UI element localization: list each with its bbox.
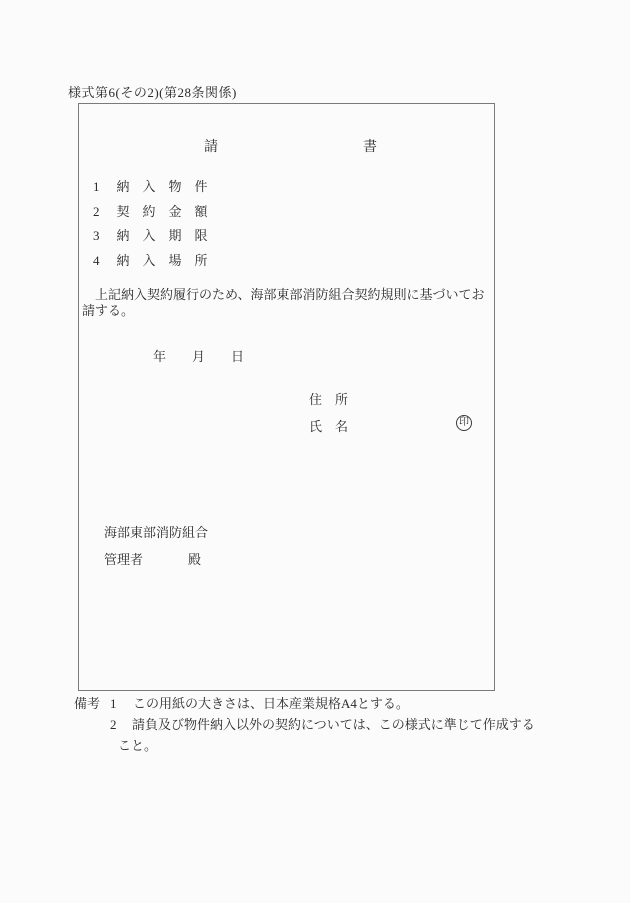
body-statement: 上記納入契約履行のため、海部東部消防組合契約規則に基づいてお請する。 (82, 287, 485, 318)
addressee-title: 管理者 (104, 552, 144, 567)
item-number: 4 (93, 253, 100, 268)
name-label: 氏 名 (309, 419, 349, 434)
item-row-delivery-place (93, 254, 208, 268)
item-label: 契 約 金 額 (116, 204, 208, 219)
date-line: 年 月 日 (153, 349, 245, 364)
item-label: 納 入 物 件 (116, 179, 208, 194)
form-number-label: 様式第6(その2)(第28条関係) (68, 85, 237, 100)
form-frame (78, 103, 495, 691)
item-number: 3 (93, 228, 100, 243)
remark-1-text: この用紙の大きさは、日本産業規格A4とする。 (133, 696, 409, 711)
item-row-delivery-deadline (93, 229, 208, 243)
remark-1-number: 1 (110, 696, 117, 711)
seal-mark-icon (456, 415, 472, 431)
remarks-label: 備考 (74, 696, 101, 711)
organization-name: 海部東部消防組合 (104, 525, 209, 540)
document-title-right: 書 (363, 140, 377, 155)
addressee-row (104, 549, 201, 568)
item-row-delivery-goods (93, 180, 208, 194)
address-label: 住 所 (309, 392, 349, 407)
remark-2-number: 2 (110, 717, 117, 732)
seal-character: 印 (459, 417, 469, 428)
document-title-left: 請 (204, 140, 218, 155)
item-label: 納 入 場 所 (116, 253, 208, 268)
remarks-section (0, 694, 630, 769)
item-number: 1 (93, 179, 100, 194)
addressee-honorific: 殿 (188, 552, 202, 567)
item-row-contract-amount (93, 205, 208, 219)
remark-2-text-line1: 請負及び物件納入以外の契約については、この様式に準じて作成する (132, 717, 535, 732)
item-number: 2 (93, 204, 100, 219)
remark-2-text-line2: こと。 (118, 738, 158, 753)
item-label: 納 入 期 限 (116, 228, 208, 243)
